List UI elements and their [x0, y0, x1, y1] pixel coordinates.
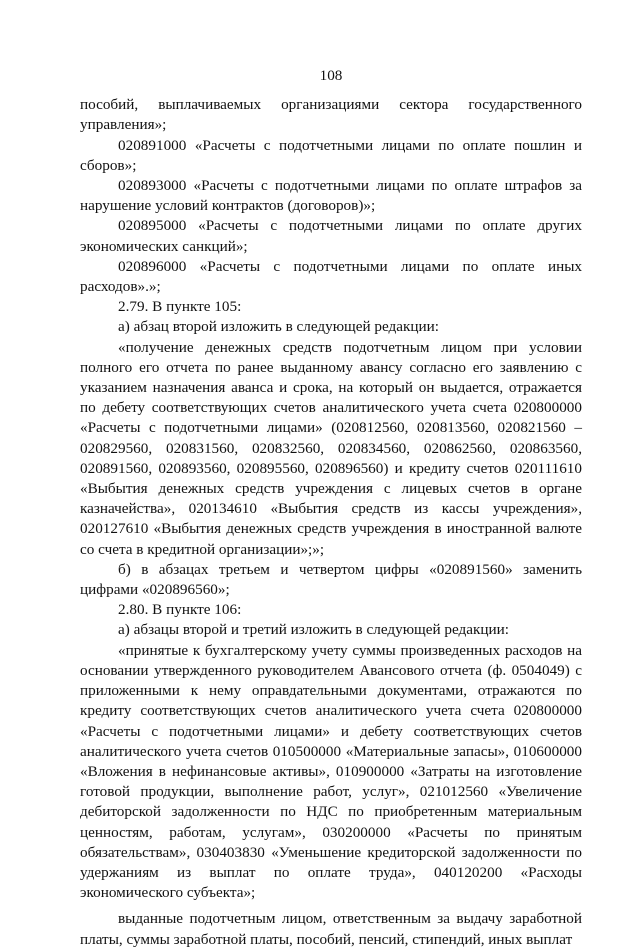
page-number: 108 [319, 67, 343, 84]
paragraph: 2.80. В пункте 106: [118, 601, 242, 619]
paragraph: «получение денежных средств подотчетным лицом при условии полного его отчета по ранее выданному авансу согласно его заявлению с указанием назначения аванса и срока, на который он выдается, отражается по дебету соответствующих счетов аналитического учета счета 020800000 «Расчеты с подотчетными лицами» (020812560, 020813560, 020821560 – 020829560, 020831560, 020832560, 020834560, 020862560, 020863560, 020891560, 020893560, 020895560, 020896560) и кредиту счетов 020111610 «Выбытия денежных средств учреждения с лицевых счетов в органе казначейства», 020134610 «Выбытия средств из кассы учреждения», 020127610 «Выбытия денежных средств учреждения в иностранной валюте со счета в кредитной организации»;»; [80, 338, 582, 558]
paragraph: пособий, выплачиваемых организациями сектора государственного управления»; [80, 96, 582, 134]
paragraph: выданные подотчетным лицом, ответственным за выдачу заработной платы, суммы заработной платы, пособий, пенсий, стипендий, иных выплат [80, 910, 582, 948]
paragraph: 020895000 «Расчеты с подотчетными лицами по оплате других экономических санкций»; [80, 217, 582, 255]
paragraph: 020893000 «Расчеты с подотчетными лицами по оплате штрафов за нарушение условий контрактов (договоров)»; [80, 177, 582, 215]
paragraph: а) абзацы второй и третий изложить в следующей редакции: [118, 621, 509, 639]
paragraph: а) абзац второй изложить в следующей редакции: [118, 318, 440, 336]
paragraph: 020896000 «Расчеты с подотчетными лицами по оплате иных расходов».»; [80, 257, 582, 296]
paragraph: 020891000 «Расчеты с подотчетными лицами по оплате пошлин и сборов»; [80, 136, 582, 174]
paragraph: б) в абзацах третьем и четвертом цифры «020891560» заменить цифрами «020896560»; [80, 560, 582, 599]
paragraph: «принятые к бухгалтерскому учету суммы произведенных расходов на основании утвержденного руководителем Авансового отчета (ф. 0504049) с приложенными к нему оправдательными документами, отражаются по кредиту соответствующих счетов аналитического учета счета 020800000 «Расчеты с подотчетными лицами» и дебету соответствующих счетов аналитического учета счетов 010500000 «Материальные запасы», 010600000 «Вложения в нефинансовые активы», 010900000 «Затраты на изготовление готовой продукции, выполнение работ, услуг», 021012560 «Увеличение дебиторской задолженности по НДС по приобретенным материальным ценностям, работам, услугам», 030200000 «Расчеты по принятым обязательствам», 030403830 «Уменьшение кредиторской задолженности по удержаниям из выплат по оплате труда», 040120200 «Расходы экономического субъекта»; [80, 641, 582, 902]
page-body [80, 95, 582, 950]
paragraph: 2.79. В пункте 105: [118, 298, 242, 316]
